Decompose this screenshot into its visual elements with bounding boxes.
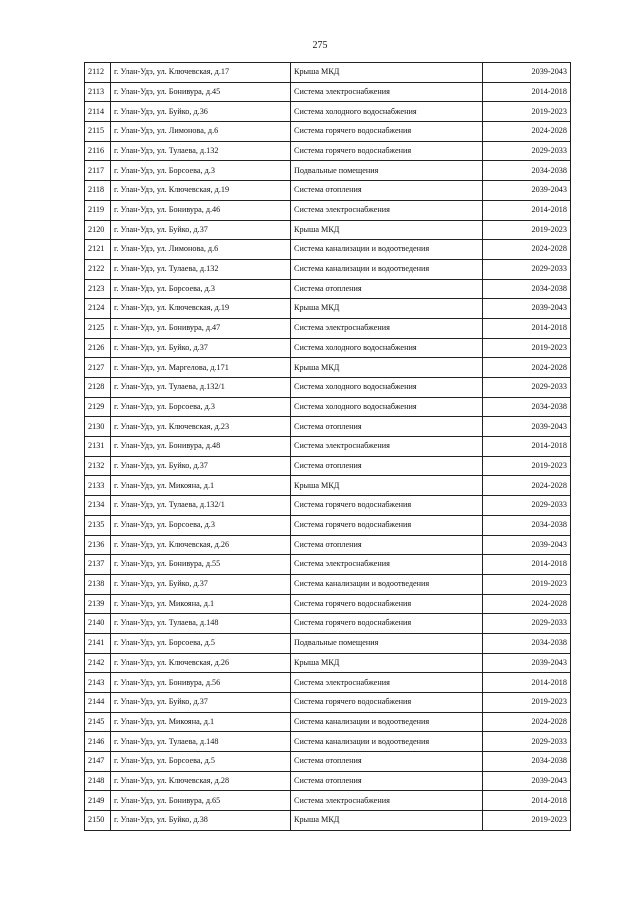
row-number: 2139 — [85, 594, 111, 614]
system-cell: Система электроснабжения — [291, 82, 483, 102]
address-cell: г. Улан-Удэ, ул. Борсоева, д.3 — [111, 161, 291, 181]
address-cell: г. Улан-Удэ, ул. Бонивура, д.47 — [111, 318, 291, 338]
period-cell: 2019-2023 — [483, 456, 571, 476]
row-number: 2142 — [85, 653, 111, 673]
period-cell: 2014-2018 — [483, 318, 571, 338]
period-cell: 2014-2018 — [483, 555, 571, 575]
row-number: 2136 — [85, 535, 111, 555]
system-cell: Система горячего водоснабжения — [291, 614, 483, 634]
row-number: 2132 — [85, 456, 111, 476]
row-number: 2133 — [85, 476, 111, 496]
address-cell: г. Улан-Удэ, ул. Бонивура, д.45 — [111, 82, 291, 102]
address-cell: г. Улан-Удэ, ул. Ключевская, д.23 — [111, 417, 291, 437]
table-row — [85, 200, 571, 220]
row-number: 2148 — [85, 771, 111, 791]
table-row — [85, 378, 571, 398]
system-cell: Система отопления — [291, 456, 483, 476]
system-cell: Крыша МКД — [291, 811, 483, 831]
table-row — [85, 693, 571, 713]
row-number: 2138 — [85, 574, 111, 594]
table-row — [85, 358, 571, 378]
period-cell: 2019-2023 — [483, 338, 571, 358]
table-row — [85, 318, 571, 338]
period-cell: 2034-2038 — [483, 633, 571, 653]
address-cell: г. Улан-Удэ, ул. Микояна, д.1 — [111, 476, 291, 496]
address-cell: г. Улан-Удэ, ул. Тулаева, д.132 — [111, 141, 291, 161]
system-cell: Система горячего водоснабжения — [291, 594, 483, 614]
system-cell: Крыша МКД — [291, 220, 483, 240]
system-cell: Крыша МКД — [291, 476, 483, 496]
period-cell: 2039-2043 — [483, 771, 571, 791]
system-cell: Система отопления — [291, 535, 483, 555]
address-cell: г. Улан-Удэ, ул. Бонивура, д.48 — [111, 437, 291, 457]
system-cell: Система горячего водоснабжения — [291, 515, 483, 535]
address-cell: г. Улан-Удэ, ул. Тулаева, д.132/1 — [111, 378, 291, 398]
row-number: 2144 — [85, 693, 111, 713]
row-number: 2122 — [85, 259, 111, 279]
system-cell: Система канализации и водоотведения — [291, 574, 483, 594]
address-cell: г. Улан-Удэ, ул. Борсоева, д.5 — [111, 633, 291, 653]
table-row — [85, 299, 571, 319]
table-row — [85, 122, 571, 142]
period-cell: 2019-2023 — [483, 811, 571, 831]
system-cell: Система электроснабжения — [291, 673, 483, 693]
address-cell: г. Улан-Удэ, ул. Лимонова, д.6 — [111, 122, 291, 142]
row-number: 2140 — [85, 614, 111, 634]
row-number: 2143 — [85, 673, 111, 693]
table-row — [85, 82, 571, 102]
address-cell: г. Улан-Удэ, ул. Тулаева, д.148 — [111, 732, 291, 752]
period-cell: 2034-2038 — [483, 752, 571, 772]
system-cell: Система отопления — [291, 279, 483, 299]
table-row — [85, 141, 571, 161]
period-cell: 2019-2023 — [483, 574, 571, 594]
address-cell: г. Улан-Удэ, ул. Буйко, д.37 — [111, 338, 291, 358]
table-row — [85, 417, 571, 437]
period-cell: 2024-2028 — [483, 240, 571, 260]
row-number: 2126 — [85, 338, 111, 358]
row-number: 2145 — [85, 712, 111, 732]
row-number: 2129 — [85, 397, 111, 417]
row-number: 2113 — [85, 82, 111, 102]
table-row — [85, 574, 571, 594]
period-cell: 2039-2043 — [483, 653, 571, 673]
address-cell: г. Улан-Удэ, ул. Микояна, д.1 — [111, 594, 291, 614]
address-cell: г. Улан-Удэ, ул. Борсоева, д.3 — [111, 279, 291, 299]
table-row — [85, 515, 571, 535]
table-row — [85, 633, 571, 653]
system-cell: Система холодного водоснабжения — [291, 378, 483, 398]
table-row — [85, 535, 571, 555]
row-number: 2146 — [85, 732, 111, 752]
address-cell: г. Улан-Удэ, ул. Ключевская, д.28 — [111, 771, 291, 791]
address-cell: г. Улан-Удэ, ул. Ключевская, д.26 — [111, 653, 291, 673]
address-cell: г. Улан-Удэ, ул. Маргелова, д.171 — [111, 358, 291, 378]
period-cell: 2024-2028 — [483, 476, 571, 496]
row-number: 2124 — [85, 299, 111, 319]
row-number: 2141 — [85, 633, 111, 653]
row-number: 2120 — [85, 220, 111, 240]
address-cell: г. Улан-Удэ, ул. Ключевская, д.19 — [111, 299, 291, 319]
system-cell: Система отопления — [291, 771, 483, 791]
system-cell: Крыша МКД — [291, 358, 483, 378]
period-cell: 2019-2023 — [483, 102, 571, 122]
period-cell: 2029-2033 — [483, 259, 571, 279]
system-cell: Система отопления — [291, 181, 483, 201]
row-number: 2123 — [85, 279, 111, 299]
address-cell: г. Улан-Удэ, ул. Бонивура, д.55 — [111, 555, 291, 575]
period-cell: 2024-2028 — [483, 594, 571, 614]
system-cell: Система горячего водоснабжения — [291, 693, 483, 713]
table-row — [85, 259, 571, 279]
row-number: 2116 — [85, 141, 111, 161]
table-row — [85, 161, 571, 181]
address-cell: г. Улан-Удэ, ул. Ключевская, д.17 — [111, 63, 291, 83]
period-cell: 2019-2023 — [483, 220, 571, 240]
table-row — [85, 240, 571, 260]
row-number: 2134 — [85, 496, 111, 516]
period-cell: 2019-2023 — [483, 693, 571, 713]
system-cell: Подвальные помещения — [291, 633, 483, 653]
system-cell: Крыша МКД — [291, 653, 483, 673]
row-number: 2150 — [85, 811, 111, 831]
system-cell: Система электроснабжения — [291, 555, 483, 575]
period-cell: 2014-2018 — [483, 791, 571, 811]
system-cell: Система электроснабжения — [291, 318, 483, 338]
period-cell: 2029-2033 — [483, 496, 571, 516]
row-number: 2128 — [85, 378, 111, 398]
period-cell: 2034-2038 — [483, 515, 571, 535]
row-number: 2135 — [85, 515, 111, 535]
period-cell: 2029-2033 — [483, 732, 571, 752]
table-row — [85, 63, 571, 83]
system-cell: Система канализации и водоотведения — [291, 240, 483, 260]
row-number: 2112 — [85, 63, 111, 83]
row-number: 2117 — [85, 161, 111, 181]
address-cell: г. Улан-Удэ, ул. Буйко, д.36 — [111, 102, 291, 122]
period-cell: 2024-2028 — [483, 122, 571, 142]
period-cell: 2039-2043 — [483, 417, 571, 437]
period-cell: 2034-2038 — [483, 279, 571, 299]
address-cell: г. Улан-Удэ, ул. Бонивура, д.65 — [111, 791, 291, 811]
system-cell: Подвальные помещения — [291, 161, 483, 181]
table-row — [85, 653, 571, 673]
period-cell: 2039-2043 — [483, 181, 571, 201]
address-cell: г. Улан-Удэ, ул. Буйко, д.37 — [111, 693, 291, 713]
table-row — [85, 594, 571, 614]
row-number: 2137 — [85, 555, 111, 575]
system-cell: Система канализации и водоотведения — [291, 732, 483, 752]
table-row — [85, 181, 571, 201]
table-row — [85, 712, 571, 732]
table-row — [85, 555, 571, 575]
system-cell: Система горячего водоснабжения — [291, 122, 483, 142]
table-row — [85, 220, 571, 240]
system-cell: Система электроснабжения — [291, 791, 483, 811]
period-cell: 2014-2018 — [483, 200, 571, 220]
period-cell: 2014-2018 — [483, 437, 571, 457]
table-row — [85, 338, 571, 358]
address-cell: г. Улан-Удэ, ул. Ключевская, д.26 — [111, 535, 291, 555]
address-cell: г. Улан-Удэ, ул. Буйко, д.37 — [111, 574, 291, 594]
table-row — [85, 279, 571, 299]
address-cell: г. Улан-Удэ, ул. Микояна, д.1 — [111, 712, 291, 732]
period-cell: 2034-2038 — [483, 397, 571, 417]
period-cell: 2029-2033 — [483, 141, 571, 161]
address-cell: г. Улан-Удэ, ул. Борсоева, д.3 — [111, 397, 291, 417]
system-cell: Система горячего водоснабжения — [291, 496, 483, 516]
table-row — [85, 771, 571, 791]
address-cell: г. Улан-Удэ, ул. Ключевская, д.19 — [111, 181, 291, 201]
repair-schedule-table — [84, 62, 571, 831]
period-cell: 2029-2033 — [483, 614, 571, 634]
address-cell: г. Улан-Удэ, ул. Буйко, д.37 — [111, 220, 291, 240]
period-cell: 2024-2028 — [483, 358, 571, 378]
row-number: 2149 — [85, 791, 111, 811]
system-cell: Система холодного водоснабжения — [291, 338, 483, 358]
system-cell: Крыша МКД — [291, 63, 483, 83]
system-cell: Система отопления — [291, 752, 483, 772]
row-number: 2147 — [85, 752, 111, 772]
table-row — [85, 496, 571, 516]
period-cell: 2039-2043 — [483, 63, 571, 83]
table-row — [85, 456, 571, 476]
row-number: 2131 — [85, 437, 111, 457]
system-cell: Система холодного водоснабжения — [291, 102, 483, 122]
period-cell: 2024-2028 — [483, 712, 571, 732]
row-number: 2118 — [85, 181, 111, 201]
period-cell: 2034-2038 — [483, 161, 571, 181]
system-cell: Система холодного водоснабжения — [291, 397, 483, 417]
system-cell: Система электроснабжения — [291, 437, 483, 457]
address-cell: г. Улан-Удэ, ул. Бонивура, д.46 — [111, 200, 291, 220]
address-cell: г. Улан-Удэ, ул. Лимонова, д.6 — [111, 240, 291, 260]
page-number: 275 — [312, 40, 328, 51]
row-number: 2121 — [85, 240, 111, 260]
address-cell: г. Улан-Удэ, ул. Тулаева, д.148 — [111, 614, 291, 634]
address-cell: г. Улан-Удэ, ул. Буйко, д.37 — [111, 456, 291, 476]
row-number: 2115 — [85, 122, 111, 142]
row-number: 2119 — [85, 200, 111, 220]
row-number: 2114 — [85, 102, 111, 122]
address-cell: г. Улан-Удэ, ул. Тулаева, д.132 — [111, 259, 291, 279]
table-row — [85, 397, 571, 417]
address-cell: г. Улан-Удэ, ул. Тулаева, д.132/1 — [111, 496, 291, 516]
table-row — [85, 811, 571, 831]
system-cell: Система электроснабжения — [291, 200, 483, 220]
address-cell: г. Улан-Удэ, ул. Борсоева, д.3 — [111, 515, 291, 535]
table-body — [85, 63, 571, 831]
table-row — [85, 102, 571, 122]
address-cell: г. Улан-Удэ, ул. Буйко, д.38 — [111, 811, 291, 831]
row-number: 2125 — [85, 318, 111, 338]
period-cell: 2014-2018 — [483, 82, 571, 102]
row-number: 2127 — [85, 358, 111, 378]
period-cell: 2014-2018 — [483, 673, 571, 693]
period-cell: 2039-2043 — [483, 535, 571, 555]
address-cell: г. Улан-Удэ, ул. Бонивура, д.56 — [111, 673, 291, 693]
table-row — [85, 437, 571, 457]
system-cell: Крыша МКД — [291, 299, 483, 319]
table-row — [85, 673, 571, 693]
table-row — [85, 476, 571, 496]
system-cell: Система канализации и водоотведения — [291, 259, 483, 279]
period-cell: 2039-2043 — [483, 299, 571, 319]
system-cell: Система канализации и водоотведения — [291, 712, 483, 732]
table-row — [85, 732, 571, 752]
system-cell: Система отопления — [291, 417, 483, 437]
table-row — [85, 791, 571, 811]
address-cell: г. Улан-Удэ, ул. Борсоева, д.5 — [111, 752, 291, 772]
table-row — [85, 614, 571, 634]
table-row — [85, 752, 571, 772]
period-cell: 2029-2033 — [483, 378, 571, 398]
system-cell: Система горячего водоснабжения — [291, 141, 483, 161]
row-number: 2130 — [85, 417, 111, 437]
